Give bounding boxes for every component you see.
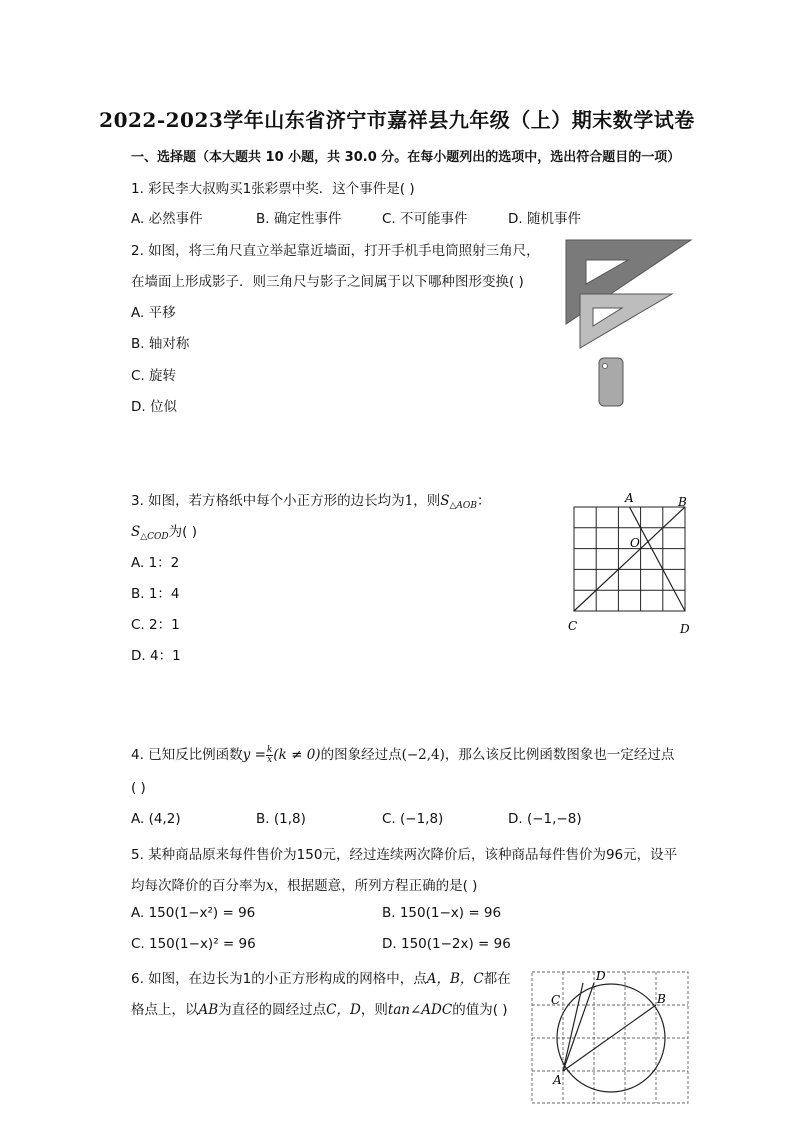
q3-option-b[interactable]: B. 1：4	[131, 586, 180, 602]
q3-stem-post: 为( )	[168, 524, 197, 540]
q5-a: 5. 某种商品原来每件售价为	[131, 847, 297, 863]
q6-one: 1	[242, 971, 252, 987]
q5-price2: 96	[605, 847, 624, 863]
q6-grid-figure	[528, 966, 692, 1108]
q4-y-eq: y =	[242, 747, 266, 763]
q4-stem-line1	[131, 743, 674, 765]
q4-paren: ( )	[131, 780, 146, 796]
q3-grid-figure	[560, 488, 700, 638]
q4-option-c[interactable]: C. (−1,8)	[382, 811, 444, 827]
q6-tan: tan∠ADC	[387, 1002, 453, 1018]
q3-stem-mid: ，则	[413, 493, 441, 509]
q5-option-d[interactable]: D. 150(1−2x) = 96	[382, 936, 511, 952]
q6-g: 的值为( )	[452, 1002, 508, 1018]
q3-s-symbol-2: S	[131, 524, 141, 540]
q3-option-c[interactable]: C. 2：1	[131, 617, 180, 633]
q4-condition: (k ≠ 0)	[273, 747, 321, 763]
q3-label-a: A	[625, 491, 634, 505]
q3-label-c: C	[568, 619, 578, 633]
q5-e: ，根据题意，所列方程正确的是( )	[273, 878, 478, 894]
q3-colon: ：	[476, 493, 491, 509]
q6-a: 6. 如图，在边长为	[131, 971, 243, 987]
q6-label-d: D	[596, 969, 606, 983]
q2-figure	[560, 236, 695, 411]
q5-option-c[interactable]: C. 150(1−x)² = 96	[131, 936, 256, 952]
q6-cd: C，D	[326, 1002, 361, 1018]
phone-flashlight-icon	[603, 364, 608, 369]
q4-point: (−2,4)	[401, 747, 445, 763]
q3-option-d[interactable]: D. 4：1	[131, 648, 181, 664]
q2-option-c[interactable]: C. 旋转	[131, 368, 177, 384]
q5-b: 元，经过连续两次降价后，该种商品每件售价为	[322, 847, 606, 863]
q5-price1: 150	[296, 847, 323, 863]
q3-line-cb	[574, 507, 685, 611]
q6-stem-line2	[131, 998, 508, 1018]
q3-stem-pre: 3. 如图，若方格纸中每个小正方形的边长均为	[131, 493, 405, 509]
q2-option-b[interactable]: B. 轴对称	[131, 336, 190, 352]
q2-stem-line1: 2. 如图，将三角尺直立举起靠近墙面，打开手机手电筒照射三角尺，	[131, 243, 540, 259]
q5-d: 均每次降价的百分率为	[131, 878, 266, 894]
q5-stem-line2	[131, 874, 477, 894]
q3-option-a[interactable]: A. 1：2	[131, 555, 180, 571]
q6-e: 为直径的圆经过点	[218, 1002, 327, 1018]
q3-side-one: 1	[404, 493, 414, 509]
q6-label-a: A	[553, 1073, 562, 1087]
q5-var: x	[266, 878, 274, 894]
q5-stem-line1	[131, 843, 677, 863]
q1-option-d[interactable]: D. 随机事件	[508, 211, 581, 227]
q4-mid: 的图象经过点	[320, 747, 402, 763]
q1-option-b[interactable]: B. 确定性事件	[256, 211, 342, 227]
q6-stem-line1	[131, 967, 511, 987]
q6-line-ad	[563, 983, 594, 1071]
q1-option-c[interactable]: C. 不可能事件	[382, 211, 468, 227]
q4-option-a[interactable]: A. (4,2)	[131, 811, 181, 827]
q6-b: 的小正方形构成的网格中，点	[251, 971, 427, 987]
page-title: 2022-2023学年山东省济宁市嘉祥县九年级（上）期末数学试卷	[99, 108, 695, 132]
q6-d: 格点上，以	[131, 1002, 199, 1018]
q3-cod: △COD	[140, 532, 169, 542]
q6-points: A，B，C	[426, 971, 484, 987]
q6-label-c: C	[551, 993, 561, 1007]
q3-stem-line1	[131, 489, 490, 511]
q3-stem-line2	[131, 520, 197, 542]
q6-f: ，则	[360, 1002, 388, 1018]
q3-aob: △AOB	[449, 501, 477, 511]
q4-option-d[interactable]: D. (−1,−8)	[508, 811, 582, 827]
q3-s-symbol: S	[440, 493, 450, 509]
q5-option-a[interactable]: A. 150(1−x²) = 96	[131, 905, 256, 921]
q4-denominator: x	[267, 754, 273, 765]
q6-ab: AB	[198, 1002, 219, 1018]
q6-line-ad2	[563, 983, 583, 1071]
q4-post: ，那么该反比例函数图象也一定经过点	[444, 747, 675, 763]
q1-option-a[interactable]: A. 必然事件	[131, 211, 203, 227]
q1-stem: 1. 彩民李大叔购买1张彩票中奖．这个事件是( )	[131, 181, 415, 197]
q3-label-o: O	[630, 536, 640, 550]
q3-line-ad	[630, 507, 686, 611]
q2-option-a[interactable]: A. 平移	[131, 305, 176, 321]
q6-label-b: B	[657, 992, 666, 1006]
q3-label-b: B	[678, 495, 687, 509]
q3-label-d: D	[680, 622, 690, 636]
q5-option-b[interactable]: B. 150(1−x) = 96	[382, 905, 502, 921]
q2-option-d[interactable]: D. 位似	[131, 399, 177, 415]
q6-c: 都在	[483, 971, 511, 987]
q4-pre: 4. 已知反比例函数	[131, 747, 243, 763]
section-heading: 一、选择题（本大题共 10 小题，共 30.0 分。在每小题列出的选项中，选出符合题目的一项）	[131, 150, 681, 165]
q4-option-b[interactable]: B. (1,8)	[256, 811, 306, 827]
q2-stem-line2: 在墙面上形成影子．则三角尺与影子之间属于以下哪种图形变换( )	[131, 274, 524, 290]
q5-c: 元，设平	[623, 847, 678, 863]
q4-numerator: k	[266, 744, 273, 755]
